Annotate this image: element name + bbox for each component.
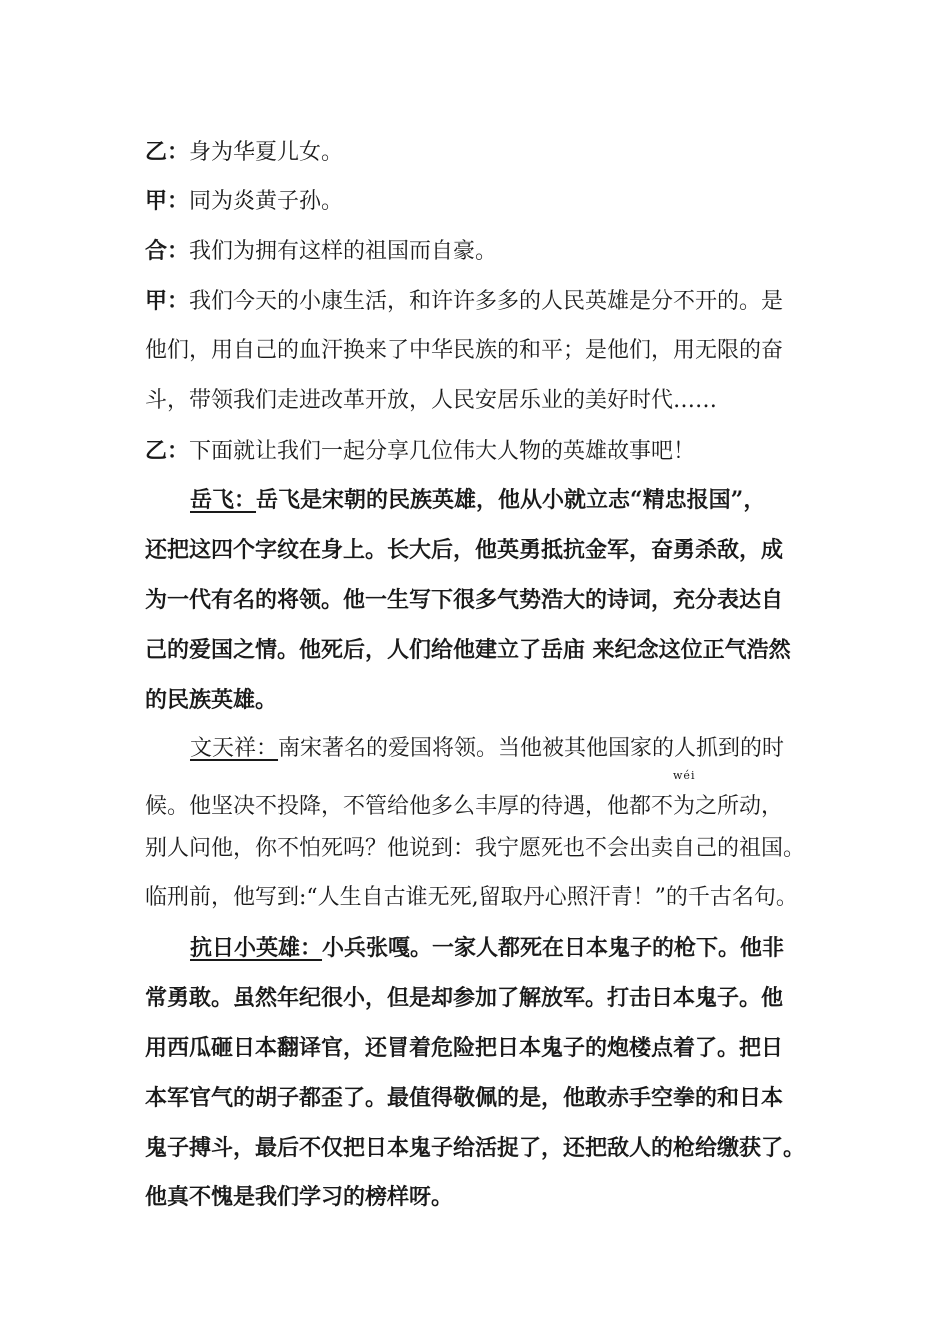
story-text: 为一代有名的将领。他一生写下很多气势浩大的诗词，充分表达自 [145, 587, 784, 613]
ruby-annotated-char [673, 769, 696, 822]
story-yuefei-line-4 [145, 635, 791, 665]
story-text: 之所动， [695, 794, 784, 819]
story-kangri-line-1 [190, 933, 784, 963]
story-yuefei-line-3 [145, 585, 783, 615]
story-kangri-line-4 [145, 1083, 783, 1113]
story-text: 岳飞是宋朝的民族英雄，他从小就立志“精忠报国”， [256, 487, 766, 513]
dialogue-line-2 [145, 186, 343, 217]
story-text: 小兵张嘎。一家人都死在日本鬼子的枪下。他非 [322, 935, 785, 961]
story-wentianxiang-line-1 [190, 734, 784, 764]
story-heading-kangri: 抗日小英雄： [190, 935, 323, 961]
annotated-char: 为 [673, 794, 696, 819]
story-wentianxiang-line-4 [145, 883, 798, 913]
story-wentianxiang-line-3 [145, 834, 805, 864]
story-text: 候。他坚决不投降，不管给他多么丰厚的待遇，他都不 [145, 794, 674, 819]
pinyin-annotation: wéi [673, 769, 696, 782]
story-text: 他真不愧是我们学习的榜样呀。 [145, 1184, 454, 1210]
dialogue-line-6 [145, 386, 717, 416]
dialogue-text: 我们为拥有这样的祖国而自豪。 [189, 239, 498, 264]
story-kangri-line-5 [145, 1133, 805, 1163]
story-yuefei-line-1 [190, 485, 765, 515]
dialogue-text: 他们，用自己的血汗换来了中华民族的和平；是他们，用无限的奋 [145, 338, 784, 363]
story-text: 本军官气的胡子都歪了。最值得敬佩的是，他敢赤手空拳的和日本 [145, 1085, 784, 1111]
speaker-label: 乙： [145, 438, 190, 464]
speaker-label: 甲： [145, 288, 190, 314]
speaker-label: 甲： [145, 188, 190, 214]
dialogue-text: 同为炎黄子孙。 [189, 189, 344, 214]
story-wentianxiang-line-2 [145, 769, 784, 822]
dialogue-text: 身为华夏儿女。 [189, 140, 344, 165]
story-yuefei-line-2 [145, 535, 783, 565]
story-heading-yuefei: 岳飞： [190, 487, 257, 513]
story-text: 己的爱国之情。他死后，人们给他建立了岳庙 来纪念这位正气浩然 [145, 637, 791, 663]
dialogue-line-3 [145, 236, 497, 267]
dialogue-line-7 [145, 436, 695, 467]
dialogue-text: 下面就让我们一起分享几位伟大人物的英雄故事吧！ [189, 439, 696, 464]
story-kangri-line-6 [145, 1182, 453, 1212]
dialogue-text: 我们今天的小康生活，和许许多多的人民英雄是分不开的。是 [189, 289, 784, 314]
story-text: 临刑前，他写到:“人生自古谁无死,留取丹心照汗青！”的千古名句。 [145, 885, 798, 910]
dialogue-text: 斗，带领我们走进改革开放，人民安居乐业的美好时代…… [145, 388, 718, 413]
dialogue-line-5 [145, 336, 783, 366]
dialogue-line-1 [145, 137, 343, 168]
story-text: 鬼子搏斗，最后不仅把日本鬼子给活捉了，还把敌人的枪给缴获了。 [145, 1135, 806, 1161]
story-text: 的民族英雄。 [145, 687, 278, 713]
story-kangri-line-2 [145, 983, 783, 1013]
story-text: 还把这四个字纹在身上。长大后，他英勇抵抗金军，奋勇杀敌，成 [145, 537, 784, 563]
speaker-label: 乙： [145, 139, 190, 165]
story-text: 用西瓜砸日本翻译官，还冒着危险把日本鬼子的炮楼点着了。把日 [145, 1035, 784, 1061]
story-heading-wentianxiang: 文天祥： [190, 736, 279, 761]
story-text: 别人问他，你不怕死吗？他说到：我宁愿死也不会出卖自己的祖国。 [145, 836, 806, 861]
speaker-label: 合： [145, 238, 190, 264]
story-text: 常勇敢。虽然年纪很小，但是却参加了解放军。打击日本鬼子。他 [145, 985, 784, 1011]
story-kangri-line-3 [145, 1033, 783, 1063]
dialogue-line-4 [145, 286, 783, 317]
story-text: 南宋著名的爱国将领。当他被其他国家的人抓到的时 [278, 736, 785, 761]
story-yuefei-line-5 [145, 685, 277, 715]
